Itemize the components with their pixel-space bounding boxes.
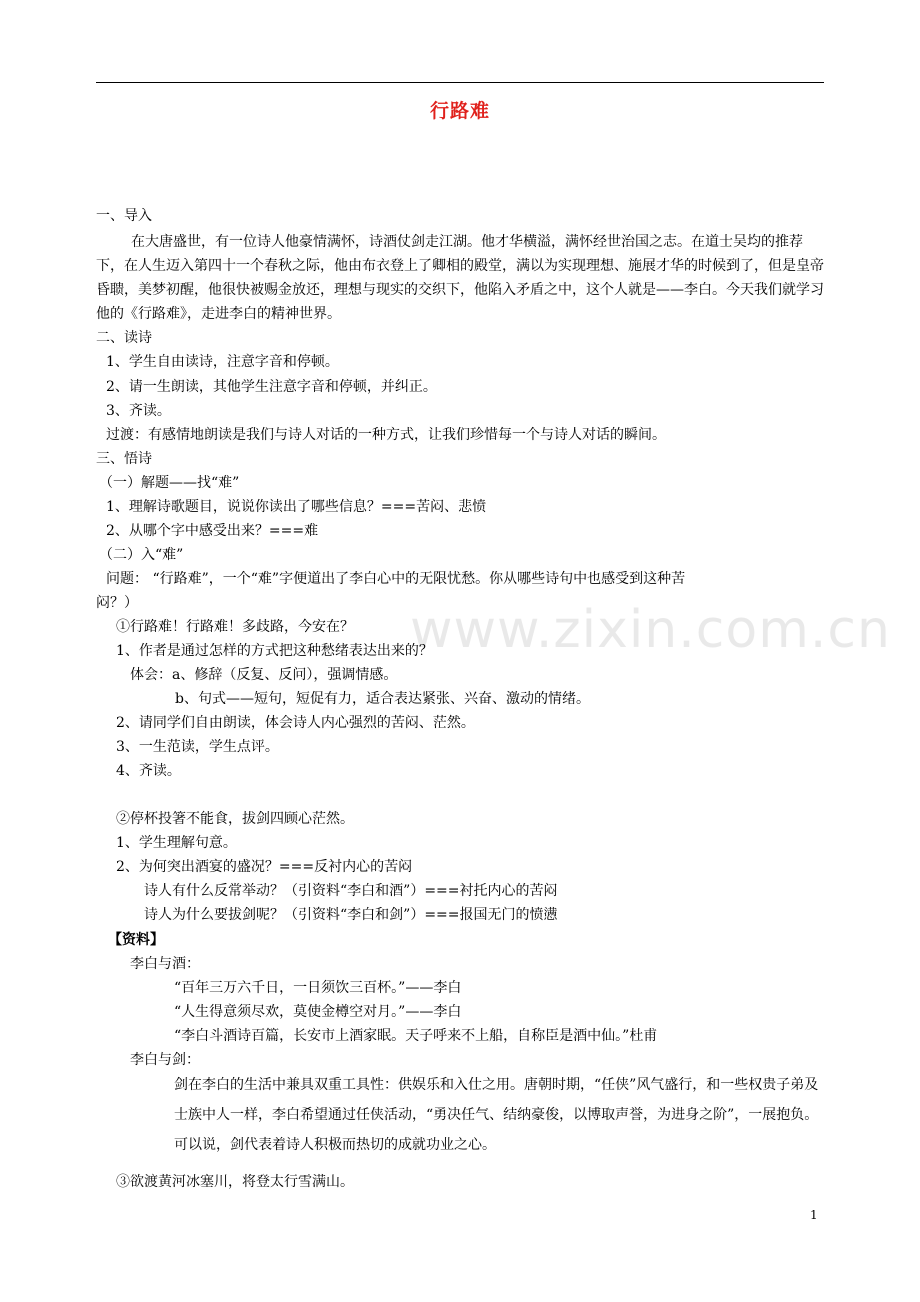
sword-paragraph: 剑在李白的生活中兼具双重工具性：供娱乐和入仕之用。唐朝时期，“任侠”风气盛行，和一些权贵子弟及士族中人一样，李白希望通过任侠活动，“勇决任气、结纳豪俊，以博取声誉，为进身之阶”，一展抱负。可以说，剑代表着诗人积极而热切的成就功业之心。 [174,1077,819,1153]
subheading: （二）入“难” [99,547,184,563]
list-item: 2、请同学们自由朗读，体会诗人内心强烈的苦闷、茫然。 [116,715,475,731]
quote-line: “百年三万六千日，一日须饮三百杯。”——李白 [174,980,462,996]
note-text: 体会：a、修辞（反复、反问），强调情感。 [130,667,398,683]
quote-line: “李白斗酒诗百篇，长安市上酒家眠。天子呼来不上船，自称臣是酒中仙。”杜甫 [174,1028,658,1044]
list-item: 1、作者是通过怎样的方式把这种愁绪表达出来的？ [116,643,433,659]
question-text: 闷？） [96,595,138,611]
material-subheading: 李白与酒： [130,956,200,972]
page-number: 1 [810,1208,818,1222]
verse-line: ②停杯投箸不能食，拔剑四顾心茫然。 [116,811,354,827]
sub-item: 诗人为什么要拔剑呢？（引资料“李白和剑”）===报国无门的愤懑 [144,907,558,923]
list-item: 4、齐读。 [116,763,181,779]
list-item: 2、为何突出酒宴的盛况？===反衬内心的苦闷 [116,859,413,875]
header-rule [96,82,824,83]
verse-line: ③欲渡黄河冰塞川，将登太行雪满山。 [116,1174,354,1190]
page-title: 行路难 [429,100,490,122]
subheading: （一）解题——找“难” [99,475,240,491]
sub-item: 诗人有什么反常举动？（引资料“李白和酒”）===衬托内心的苦闷 [144,883,558,899]
watermark: www.zixin.com.cn [410,600,891,660]
intro-paragraph-text: 在大唐盛世，有一位诗人他豪情满怀，诗酒仗剑走江湖。他才华横溢，满怀经世治国之志。在道士吴均的推荐下，在人生迈入第四十一个春秋之际，他由布衣登上了卿相的殿堂，满以为实现理想、施展才华的时候到了，但是皇帝昏聩，美梦初醒，他很快被赐金放还，理想与现实的交织下，他陷入矛盾之中，这个人就是——李白。今天我们就学习他的《行路难》，走进李白的精神世界。 [96,234,824,322]
list-item: 1、学生理解句意。 [116,835,237,851]
note-text: b、句式——短句，短促有力，适合表达紧张、兴奋、激动的情绪。 [175,691,590,707]
list-item: 2、请一生朗读，其他学生注意字音和停顿，并纠正。 [106,379,437,395]
material-subheading: 李白与剑： [130,1052,200,1068]
list-item: 2、从哪个字中感受出来？===难 [106,523,319,539]
section-heading-understand: 三、悟诗 [96,451,152,467]
intro-paragraph [96,230,824,326]
list-item: 3、齐读。 [106,403,171,419]
section-heading-intro: 一、导入 [96,208,152,224]
list-item: 1、理解诗歌题目，说说你读出了哪些信息？===苦闷、悲愤 [106,499,487,515]
quote-line: “人生得意须尽欢，莫使金樽空对月。”——李白 [174,1004,462,1020]
transition-text: 过渡：有感情地朗读是我们与诗人对话的一种方式，让我们珍惜每一个与诗人对话的瞬间。 [106,427,666,443]
question-text: 问题： “行路难”，一个“难”字便道出了李白心中的无限忧愁。你从哪些诗句中也感受到这种苦 [106,571,686,587]
material-heading: 【资料】 [108,932,164,948]
section-heading-read: 二、读诗 [96,330,152,346]
list-item: 3、一生范读，学生点评。 [116,739,279,755]
verse-line: ①行路难！行路难！多歧路，今安在？ [116,619,354,635]
list-item: 1、学生自由读诗，注意字音和停顿。 [106,354,339,370]
